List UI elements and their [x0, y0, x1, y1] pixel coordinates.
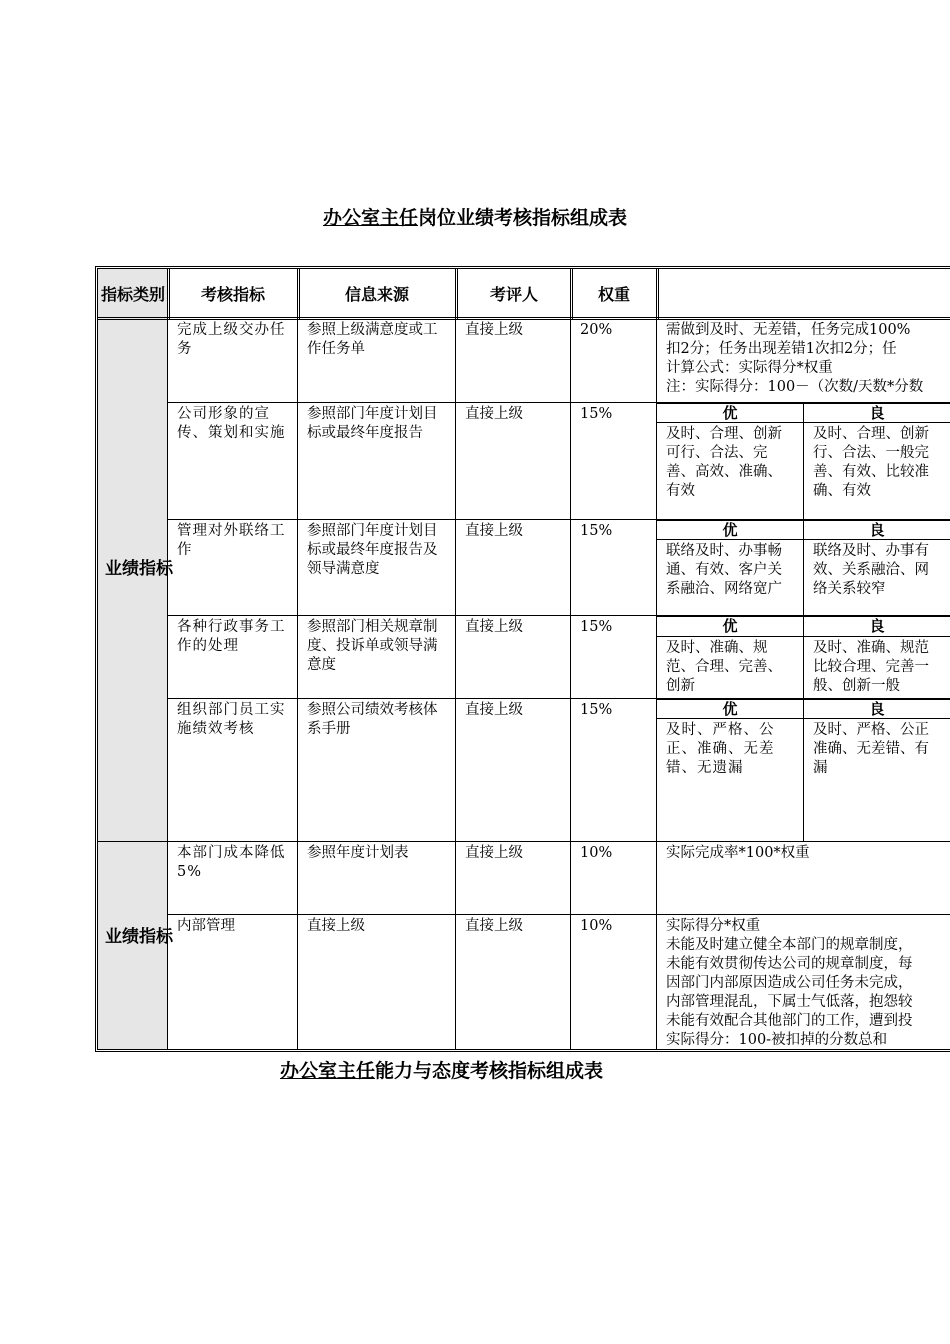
table-row-1-weight: 20% — [580, 322, 613, 338]
table-row-3-indicator: 管理对外联络工作 — [177, 523, 286, 558]
table-row-6-reviewer: 直接上级 — [465, 845, 523, 861]
category-label-1: 业绩指标 — [105, 559, 173, 579]
table-row-6-weight: 10% — [580, 845, 613, 861]
table-row-3-reviewer: 直接上级 — [465, 523, 523, 539]
table-row-7-weight: 10% — [580, 918, 613, 934]
table-row-5-source: 参照公司绩效考核体系手册 — [307, 702, 438, 737]
table-row-3-excellent: 联络及时、办事畅通、有效、客户关系融洽、网络宽广 — [666, 543, 782, 597]
table-row-1-reviewer: 直接上级 — [465, 322, 523, 338]
grade-good-label: 良 — [869, 404, 885, 422]
grade-good-label: 良 — [869, 617, 885, 635]
title-suffix: 能力与态度考核指标组成表 — [375, 1060, 604, 1082]
table-row-4-excellent: 及时、准确、规范、合理、完善、创新 — [666, 640, 782, 694]
table-row-4-indicator: 各种行政事务工作的处理 — [177, 619, 286, 654]
table-row-1-source: 参照上级满意度或工作任务单 — [307, 322, 438, 357]
grade-excellent-label: 优 — [722, 700, 738, 718]
table-row-6-source: 参照年度计划表 — [307, 845, 409, 861]
table-title-ability-attitude — [280, 1056, 603, 1083]
table-title-performance — [0, 203, 950, 230]
table-row-5-excellent: 及时、严格、公正、准确、无差错、无遗漏 — [666, 722, 775, 776]
table-row-5-reviewer: 直接上级 — [465, 702, 523, 718]
grade-good-label: 良 — [869, 521, 885, 539]
table-row-5-weight: 15% — [580, 702, 613, 718]
table-row-2-indicator: 公司形象的宣传、策划和实施 — [177, 406, 286, 441]
table-row-2-weight: 15% — [580, 406, 613, 422]
table-row-1-indicator: 完成上级交办任务 — [177, 322, 286, 357]
table-row-3-source: 参照部门年度计划目标或最终年度报告及领导满意度 — [307, 523, 438, 577]
grade-excellent-label: 优 — [722, 617, 738, 635]
table-row-4-good: 及时、准确、规范比较合理、完善一般、创新一般 — [813, 640, 929, 694]
title-position-name: 办公室主任 — [322, 207, 418, 229]
table-row-4-weight: 15% — [580, 619, 613, 635]
grade-excellent-label: 优 — [722, 521, 738, 539]
table-row-6-detail: 实际完成率*100*权重 — [666, 845, 810, 861]
header-weight: 权重 — [597, 284, 630, 304]
header-reviewer: 考评人 — [489, 284, 538, 304]
grade-good-label: 良 — [869, 700, 885, 718]
title-suffix: 岗位业绩考核指标组成表 — [418, 207, 628, 229]
table-row-7-reviewer: 直接上级 — [465, 918, 523, 934]
title-position-name: 办公室主任 — [280, 1060, 376, 1082]
table-row-2-excellent: 及时、合理、创新可行、合法、完善、高效、准确、有效 — [666, 426, 782, 499]
table-row-3-weight: 15% — [580, 523, 613, 539]
performance-indicator-table — [95, 266, 950, 1054]
table-row-1-detail: 需做到及时、无差错，任务完成100% 扣2分；任务出现差错1次扣2分；任 计算公式：实际得分*权重 注：实际得分：100－（次数/天数*分数 — [666, 322, 924, 395]
table-row-7-detail: 实际得分*权重 未能及时建立健全本部门的规章制度， 未能有效贯彻传达公司的规章制度，每 因部门内部原因造成公司任务未完成， 内部管理混乱，下属士气低落，抱怨较 未能有效配合其他部门的工作，遭到投 实际得分：100-被扣掉的分数总和 — [666, 918, 913, 1048]
category-label-2: 业绩指标 — [105, 927, 173, 947]
table-row-7-source: 直接上级 — [307, 918, 365, 934]
table-row-5-indicator: 组织部门员工实施绩效考核 — [177, 702, 286, 737]
header-indicator: 考核指标 — [200, 284, 265, 304]
table-row-2-reviewer: 直接上级 — [465, 406, 523, 422]
header-source: 信息来源 — [344, 284, 409, 304]
table-row-4-reviewer: 直接上级 — [465, 619, 523, 635]
table-row-7-indicator: 内部管理 — [177, 918, 235, 934]
table-row-4-source: 参照部门相关规章制度、投诉单或领导满意度 — [307, 619, 438, 673]
grade-excellent-label: 优 — [722, 404, 738, 422]
header-category: 指标类别 — [100, 284, 165, 304]
table-row-2-source: 参照部门年度计划目标或最终年度报告 — [307, 406, 438, 441]
table-row-3-good: 联络及时、办事有效、关系融洽、网络关系较窄 — [813, 543, 929, 597]
table-row-6-indicator: 本部门成本降低5% — [177, 845, 286, 880]
table-row-2-good: 及时、合理、创新行、合法、一般完善、有效、比较准确、有效 — [813, 426, 929, 499]
table-row-5-good: 及时、严格、公正准确、无差错、有漏 — [813, 722, 929, 776]
